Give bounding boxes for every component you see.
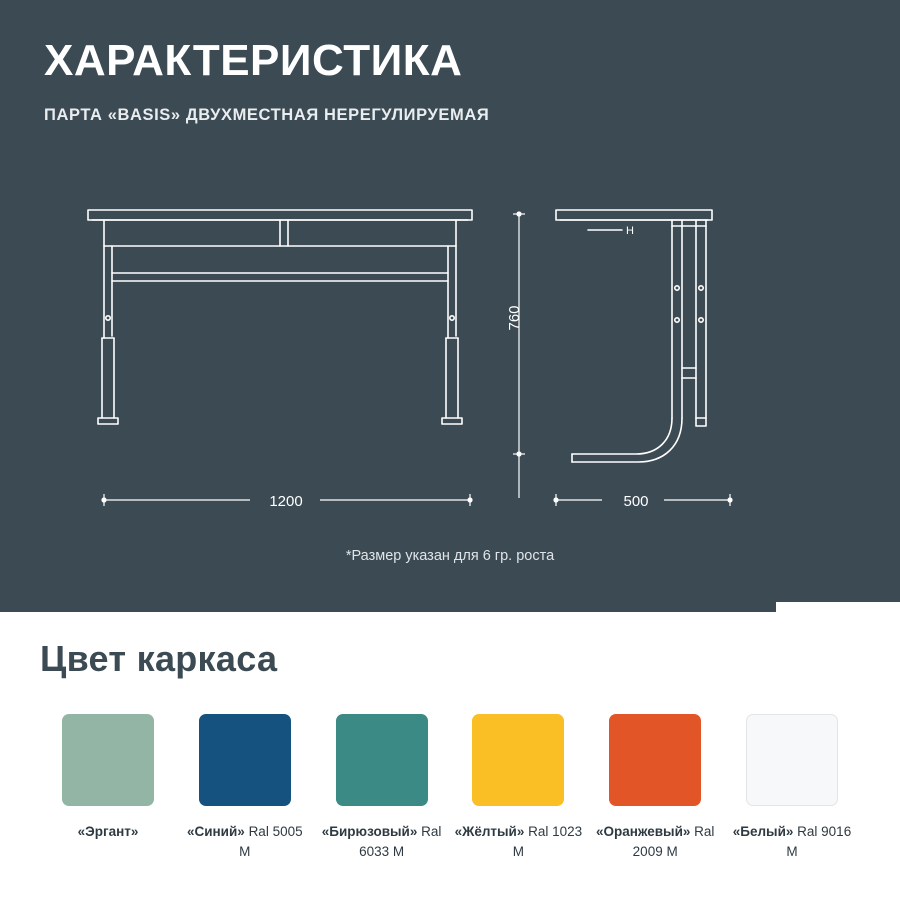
color-name: «Белый»: [732, 824, 794, 839]
color-code: Ral 9016 M: [786, 824, 852, 859]
color-code: Ral 2009 M: [632, 824, 715, 859]
frame-color-title: Цвет каркаса: [40, 638, 278, 679]
color-swatch-row: [40, 714, 860, 861]
height-mark-label: H: [626, 225, 634, 237]
color-option-turquoise[interactable]: [318, 714, 446, 861]
color-option-orange[interactable]: [591, 714, 719, 861]
color-label: [44, 822, 172, 842]
color-swatch[interactable]: [472, 714, 564, 806]
color-label: [591, 822, 719, 861]
color-swatch[interactable]: [746, 714, 838, 806]
height-dimension-label: 760: [506, 305, 523, 331]
color-name: «Бирюзовый»: [321, 824, 418, 839]
color-label: [454, 822, 582, 861]
frame-color-panel: [0, 612, 900, 900]
color-option-ergant[interactable]: [44, 714, 172, 842]
color-label: [728, 822, 856, 861]
size-note: *Размер указан для 6 гр. роста: [345, 548, 555, 564]
color-swatch[interactable]: [609, 714, 701, 806]
color-code: Ral 1023 M: [512, 824, 583, 859]
color-label: [318, 822, 446, 861]
color-swatch[interactable]: [62, 714, 154, 806]
color-code: Ral 6033 M: [359, 824, 442, 859]
technical-drawing: [0, 168, 900, 588]
color-name: «Жёлтый»: [454, 824, 525, 839]
product-subtitle: ПАРТА «BASIS» ДВУХМЕСТНАЯ НЕРЕГУЛИРУЕМАЯ: [44, 106, 490, 125]
color-swatch[interactable]: [336, 714, 428, 806]
color-code: Ral 5005 M: [239, 824, 303, 859]
depth-dimension-label: 500: [623, 493, 649, 510]
color-option-yellow[interactable]: [454, 714, 582, 861]
color-name: «Синий»: [186, 824, 245, 839]
color-option-white[interactable]: [728, 714, 856, 861]
page-title: ХАРАКТЕРИСТИКА: [44, 36, 463, 85]
color-label: [181, 822, 309, 861]
corner-notch: [776, 602, 900, 612]
color-swatch[interactable]: [199, 714, 291, 806]
color-name: «Оранжевый»: [595, 824, 691, 839]
color-name: «Эргант»: [77, 824, 139, 839]
width-dimension-label: 1200: [269, 493, 303, 510]
color-option-blue[interactable]: [181, 714, 309, 861]
